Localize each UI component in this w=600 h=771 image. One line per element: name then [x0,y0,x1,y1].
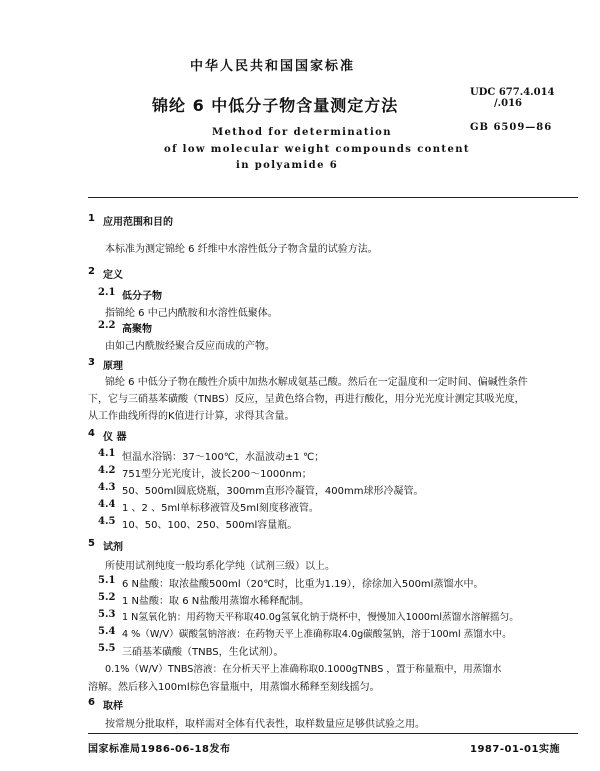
item-4-3-num: 4.3 [98,482,116,493]
section-5-num: 5 [88,538,95,549]
item-5-1-text: 6 N盐酸：取浓盐酸500ml（20℃时，比重为1.19），徐徐加入500ml蒸馏水中。 [122,579,484,590]
title-en-line-3: in polyamide 6 [236,160,339,171]
item-2-2-label: 高聚物 [122,324,152,335]
item-5-5-num: 5.5 [98,643,116,654]
item-2-1-num: 2.1 [98,287,116,298]
item-4-4-text: 1 、2 、5ml单标移液管及5ml刻度移液管。 [122,503,319,514]
issued-date: 国家标准局1986-06-18发布 [88,744,231,755]
udc-code [470,87,555,109]
item-5-3-text: 1 N氢氧化钠：用药物天平称取40.0g氢氧化钠于烧杯中，慢慢加入1000ml蒸馏水溶解摇匀。 [122,612,519,623]
section-2-num: 2 [88,266,95,277]
section-5-intro: 所使用试剂纯度一般均系化学纯（试剂三级）以上。 [105,561,335,572]
section-3-line-3: 从工作曲线所得的K值进行计算，求得其含量。 [88,411,295,422]
item-5-2-text: 1 N盐酸：取 6 N盐酸用蒸馏水稀释配制。 [122,596,310,607]
section-3-num: 3 [88,357,95,368]
item-4-5-text: 10、50、100、250、500ml容量瓶。 [122,520,298,531]
section-1-text: 本标准为测定锦纶 6 纤维中水溶性低分子物含量的试验方法。 [105,244,378,255]
item-5-1-num: 5.1 [98,575,116,586]
section-4-heading: 仪 器 [103,432,127,443]
tnbs-line-1: 0.1%（W/V）TNBS溶液：在分析天平上准确称取0.1000gTNBS ，置于称量瓶中，用蒸馏水 [105,664,502,675]
section-6-heading: 取样 [103,701,123,712]
section-5-heading: 试剂 [103,542,123,553]
section-4-num: 4 [88,428,95,439]
section-6-text: 按常规分批取样，取样需对全体有代表性，取样数量应足够供试验之用。 [105,719,425,730]
item-5-5-text: 三硝基苯磺酸（TNBS，生化试剂）。 [122,647,284,658]
section-2-heading: 定义 [103,270,123,281]
item-4-5-num: 4.5 [98,516,116,527]
footer-divider [88,733,578,734]
item-5-4-num: 5.4 [98,626,116,637]
header-divider [88,197,578,198]
udc-line-1: UDC 677.4.014 [470,87,555,98]
section-3-heading: 原理 [103,361,123,372]
item-5-3-num: 5.3 [98,609,116,620]
item-2-2-num: 2.2 [98,320,116,331]
section-3-line-2: 下，它与三硝基苯磺酸（TNBS）反应，呈黄色络合物，再进行酸化，用分光光度计测定其吸光度， [88,394,525,405]
item-4-4-num: 4.4 [98,499,116,510]
tnbs-line-2: 溶解。然后移入100ml棕色容量瓶中，用蒸馏水稀释至刻线摇匀。 [88,682,380,693]
page-title: 锦纶 6 中低分子物含量测定方法 [152,96,399,115]
title-en-line-1: Method for determination [212,127,392,138]
item-4-1-text: 恒温水浴锅：37～100℃，水温波动±1 ℃； [122,452,325,463]
effective-date: 1987-01-01实施 [470,744,560,755]
title-en-line-2: of low molecular weight compounds content [164,144,470,155]
item-5-2-num: 5.2 [98,592,116,603]
item-4-1-num: 4.1 [98,448,116,459]
gb-code: GB 6509—86 [470,122,553,133]
udc-line-2: /.016 [494,98,523,109]
item-2-2-text: 由如己内酰胺经聚合反应而成的产物。 [105,341,275,352]
item-4-3-text: 50、500ml圆底烧瓶，300mm直形冷凝管，400mm球形冷凝管。 [122,486,424,497]
national-standard-label: 中华人民共和国国家标准 [190,59,356,74]
section-6-num: 6 [88,697,95,708]
item-5-4-text: 4 %（W/V）碳酸氢钠溶液：在药物天平上准确称取4.0g碳酸氢钠，溶于100ml 蒸馏水中。 [122,629,512,640]
item-2-1-label: 低分子物 [122,291,162,302]
item-4-2-num: 4.2 [98,465,116,476]
section-1-heading: 应用范围和目的 [103,217,173,228]
section-3-line-1: 锦纶 6 中低分子物在酸性介质中加热水解成氨基己酸。然后在一定温度和一定时间、偏碱性条件 [105,377,528,388]
item-2-1-text: 指锦纶 6 中己内酰胺和水溶性低聚体。 [105,308,278,319]
section-1-num: 1 [88,213,95,224]
item-4-2-text: 751型分光光度计，波长200～1000nm； [122,469,312,480]
